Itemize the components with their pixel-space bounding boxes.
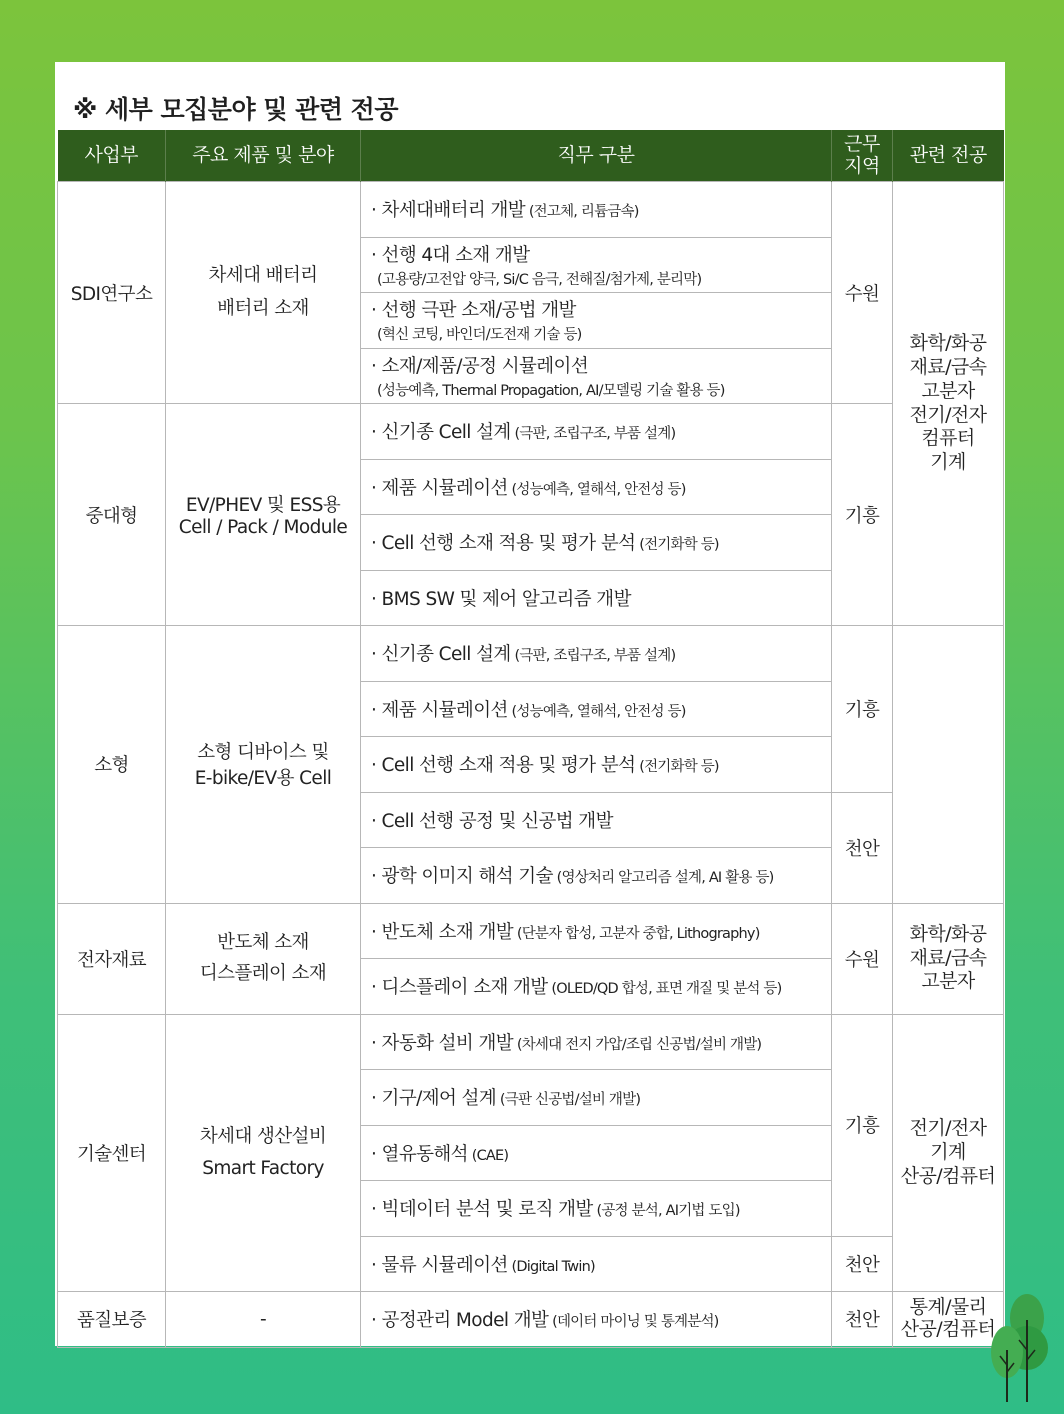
job-title: · 제품 시뮬레이션 bbox=[371, 699, 508, 721]
recruitment-card bbox=[55, 62, 1005, 1346]
job-cell bbox=[361, 1181, 832, 1237]
recruitment-table bbox=[57, 130, 1004, 1348]
job-title: · Cell 선행 공정 및 신공법 개발 bbox=[371, 810, 613, 832]
job-detail: (성능예측, 열해석, 안전성 등) bbox=[507, 481, 686, 498]
product-cell bbox=[166, 903, 361, 1014]
major-line: 고분자 bbox=[921, 379, 975, 402]
job-detail: (전기화학 등) bbox=[635, 759, 719, 776]
header-division: 사업부 bbox=[58, 130, 166, 182]
job-detail: (극판, 조립구조, 부품 설계) bbox=[510, 648, 676, 665]
job-cell bbox=[361, 959, 832, 1015]
job-cell bbox=[361, 903, 832, 959]
job-title: · 선행 4대 소재 개발 bbox=[371, 244, 530, 266]
product-line: 반도체 소재 bbox=[217, 932, 309, 954]
major-line: 재료/금속 bbox=[909, 946, 987, 969]
job-title: · 차세대배터리 개발 bbox=[371, 200, 526, 222]
job-detail: (극판, 조립구조, 부품 설계) bbox=[510, 426, 676, 443]
table-row bbox=[58, 1292, 1004, 1348]
job-cell bbox=[361, 182, 832, 238]
job-cell bbox=[361, 848, 832, 904]
product-line: 디스플레이 소재 bbox=[199, 962, 327, 984]
job-cell bbox=[361, 681, 832, 737]
job-title: · Cell 선행 소재 적용 및 평가 분석 bbox=[371, 533, 636, 555]
major-line: 전기/전자 bbox=[909, 1117, 987, 1140]
table-row bbox=[58, 404, 1004, 460]
job-detail: (단분자 합성, 고분자 중합, Lithography) bbox=[513, 925, 760, 942]
job-detail: (극판 신공법/설비 개발) bbox=[496, 1092, 641, 1109]
job-detail: (영상처리 알고리즘 설계, AI 활용 등) bbox=[552, 870, 774, 887]
job-title: · 열유동해석 bbox=[371, 1143, 468, 1165]
job-detail: (차세대 전지 가압/조립 신공법/설비 개발) bbox=[513, 1036, 762, 1053]
job-title: · 자동화 설비 개발 bbox=[371, 1032, 514, 1054]
job-cell bbox=[361, 570, 832, 626]
job-title: · BMS SW 및 제어 알고리즘 개발 bbox=[371, 588, 631, 610]
job-cell bbox=[361, 404, 832, 460]
major-line: 화학/화공 bbox=[909, 332, 987, 355]
section-heading: ※ 세부 모집분야 및 관련 전공 bbox=[73, 95, 398, 124]
job-detail: (Digital Twin) bbox=[507, 1258, 595, 1275]
job-cell bbox=[361, 737, 832, 793]
table-row bbox=[58, 1014, 1004, 1070]
job-cell bbox=[361, 792, 832, 848]
product-cell bbox=[166, 182, 361, 404]
job-title: · 신기종 Cell 설계 bbox=[371, 422, 511, 444]
job-title: · 빅데이터 분석 및 로직 개발 bbox=[371, 1199, 593, 1221]
job-cell bbox=[361, 237, 832, 293]
job-title: · 제품 시뮬레이션 bbox=[371, 477, 508, 499]
job-title: · Cell 선행 소재 적용 및 평가 분석 bbox=[371, 755, 636, 777]
job-title: · 공정관리 Model 개발 bbox=[371, 1310, 549, 1332]
table-row bbox=[58, 182, 1004, 238]
header-major: 관련 전공 bbox=[893, 130, 1004, 182]
job-cell bbox=[361, 348, 832, 404]
job-detail: (전기화학 등) bbox=[635, 537, 719, 554]
job-title: · 디스플레이 소재 개발 bbox=[371, 977, 548, 999]
major-line: 통계/물리 bbox=[909, 1296, 987, 1319]
product-cell: - bbox=[166, 1292, 361, 1348]
product-line: 차세대 생산설비 bbox=[199, 1125, 327, 1147]
division-cell: SDI연구소 bbox=[58, 182, 166, 404]
product-line: 차세대 배터리 bbox=[208, 265, 318, 287]
division-cell: 중대형 bbox=[58, 404, 166, 626]
location-cell: 수원 bbox=[832, 182, 893, 404]
table-header-row bbox=[58, 130, 1004, 182]
job-detail: (공정 분석, AI기법 도입) bbox=[592, 1203, 740, 1220]
major-line: 기계 bbox=[930, 1140, 966, 1163]
job-cell bbox=[361, 1070, 832, 1126]
location-cell: 기흥 bbox=[832, 626, 893, 793]
division-cell: 품질보증 bbox=[58, 1292, 166, 1348]
job-detail: (성능예측, Thermal Propagation, AI/모델링 기술 활용 등) bbox=[377, 382, 725, 399]
job-cell bbox=[361, 459, 832, 515]
job-title: · 선행 극판 소재/공법 개발 bbox=[371, 300, 576, 322]
major-cell bbox=[893, 182, 1004, 626]
major-cell bbox=[893, 903, 1004, 1014]
job-detail: (OLED/QD 합성, 표면 개질 및 분석 등) bbox=[547, 981, 782, 998]
header-products: 주요 제품 및 분야 bbox=[166, 130, 361, 182]
major-line: 고분자 bbox=[921, 970, 975, 993]
job-title: · 반도체 소재 개발 bbox=[371, 921, 514, 943]
division-cell: 전자재료 bbox=[58, 903, 166, 1014]
job-title: · 광학 이미지 해석 기술 bbox=[371, 866, 553, 888]
product-cell bbox=[166, 404, 361, 626]
location-cell: 수원 bbox=[832, 903, 893, 1014]
job-detail: (성능예측, 열해석, 안전성 등) bbox=[507, 703, 686, 720]
major-line: 전기/전자 bbox=[909, 403, 987, 426]
job-title: · 기구/제어 설계 bbox=[371, 1088, 497, 1110]
tree-decoration-icon bbox=[985, 1290, 1051, 1408]
major-line: 산공/컴퓨터 bbox=[900, 1164, 996, 1187]
job-cell bbox=[361, 626, 832, 682]
job-cell bbox=[361, 1236, 832, 1292]
job-title: · 신기종 Cell 설계 bbox=[371, 644, 511, 666]
job-title: · 물류 시뮬레이션 bbox=[371, 1254, 508, 1276]
product-line: E-bike/EV용 Cell bbox=[194, 768, 332, 790]
header-location: 근무 지역 bbox=[832, 130, 893, 182]
location-cell: 천안 bbox=[832, 792, 893, 903]
major-cell-empty bbox=[893, 626, 1004, 904]
job-title: · 소재/제품/공정 시뮬레이션 bbox=[371, 355, 589, 377]
major-line: 화학/화공 bbox=[909, 922, 987, 945]
major-line: 기계 bbox=[930, 451, 966, 473]
division-cell: 기술센터 bbox=[58, 1014, 166, 1292]
job-cell bbox=[361, 515, 832, 571]
job-cell bbox=[361, 1014, 832, 1070]
location-cell: 기흥 bbox=[832, 404, 893, 626]
product-line: 소형 디바이스 및 bbox=[197, 742, 329, 764]
table-row bbox=[58, 903, 1004, 959]
job-detail: (전고체, 리튬금속) bbox=[525, 204, 639, 221]
job-detail: (CAE) bbox=[467, 1147, 509, 1164]
job-cell bbox=[361, 1125, 832, 1181]
table-row bbox=[58, 626, 1004, 682]
job-detail: (데이터 마이닝 및 통계분석) bbox=[548, 1314, 719, 1331]
product-line: EV/PHEV 및 ESS용 bbox=[185, 495, 341, 516]
major-cell bbox=[893, 1014, 1004, 1292]
location-cell: 천안 bbox=[832, 1292, 893, 1348]
major-line: 컴퓨터 bbox=[921, 427, 975, 450]
major-line: 산공/컴퓨터 bbox=[900, 1318, 996, 1341]
product-cell bbox=[166, 1014, 361, 1292]
location-cell: 기흥 bbox=[832, 1014, 893, 1236]
major-line: 재료/금속 bbox=[909, 356, 987, 378]
job-detail: (혁신 코팅, 바인더/도전재 기술 등) bbox=[377, 327, 582, 344]
job-cell bbox=[361, 1292, 832, 1348]
job-cell bbox=[361, 293, 832, 349]
product-line: Smart Factory bbox=[202, 1157, 324, 1179]
location-cell: 천안 bbox=[832, 1236, 893, 1292]
product-line: Cell / Pack / Module bbox=[178, 517, 348, 538]
division-cell: 소형 bbox=[58, 626, 166, 904]
job-detail: (고용량/고전압 양극, Si/C 음극, 전해질/첨가제, 분리막) bbox=[377, 271, 702, 288]
product-cell bbox=[166, 626, 361, 904]
header-job: 직무 구분 bbox=[361, 130, 832, 182]
product-line: 배터리 소재 bbox=[217, 297, 309, 319]
